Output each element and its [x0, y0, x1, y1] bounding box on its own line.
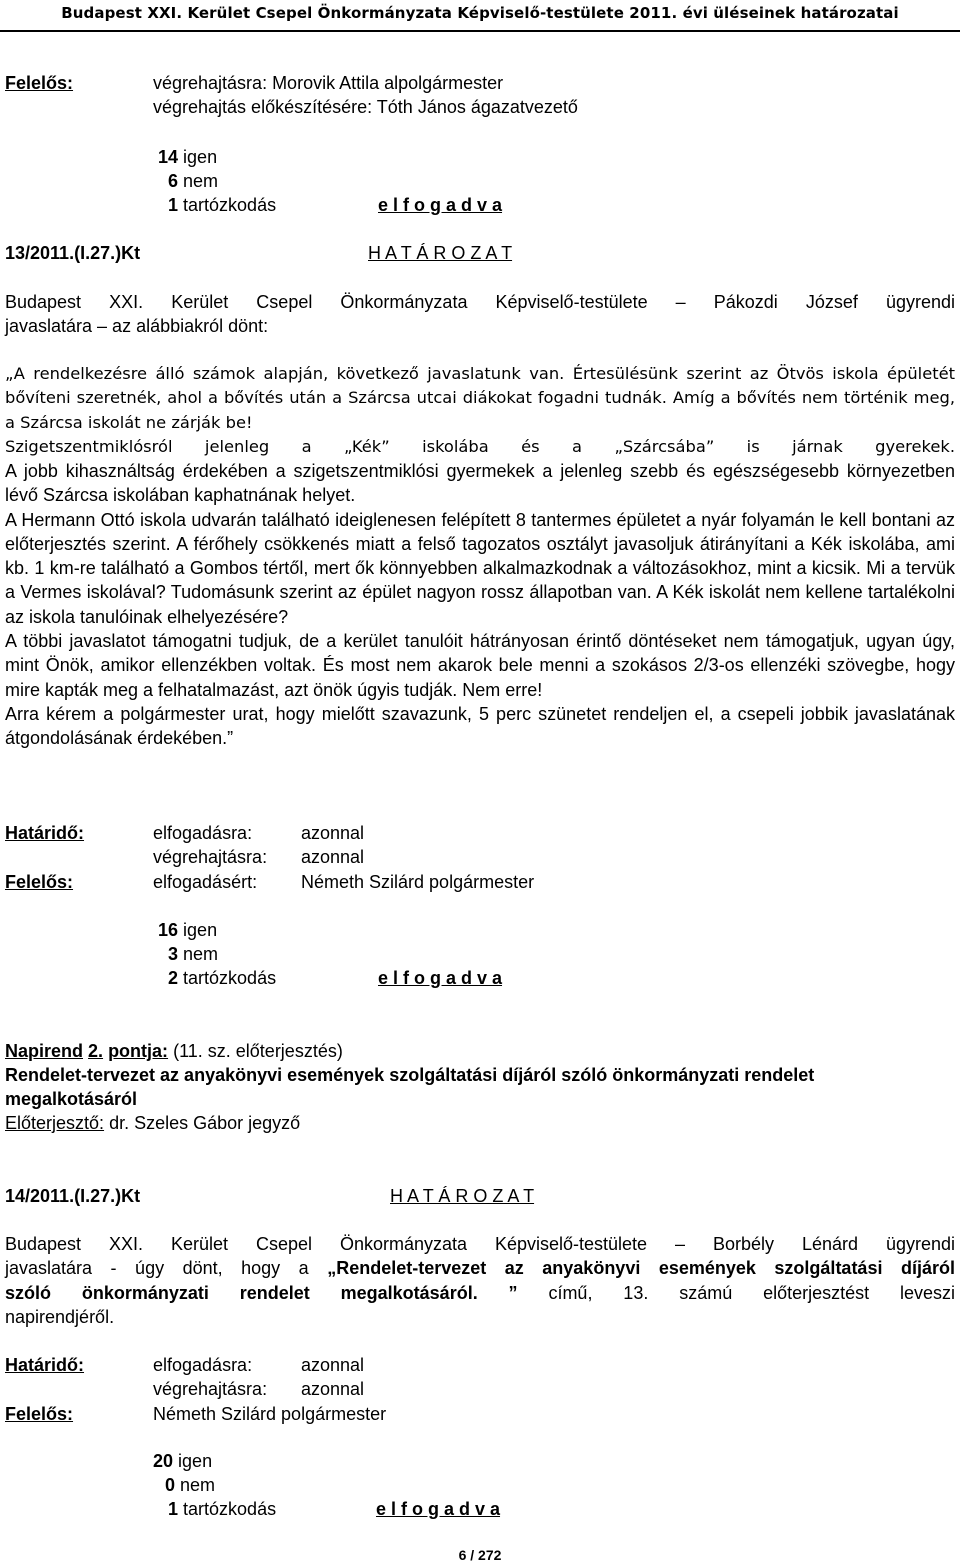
proposal-paragraph-3: A többi javaslatot támogatni tudjuk, de a kerület tanulóit hátrányosan érintő döntéseket nem támogatjuk, ugyan úgy, mint Önök, amikor ellenzékben voltak. És most nem akarok bele menni a szokásos 2/3-os ellenzéki szövegbe, hogy mire kapták meg a felhatalmazást, azt önök úgyis tudják. Nem erre! — [5, 631, 955, 700]
resolution-number: 14/2011.(I.27.)Kt — [5, 1186, 141, 1206]
hatarido-key-1: elfogadásra: — [153, 1355, 253, 1375]
felelos-label: Felelős: — [5, 1404, 74, 1424]
felelos-value: Németh Szilárd polgármester — [301, 872, 535, 892]
proposal-text — [5, 362, 955, 459]
resolution-heading: H A T Á R O Z A T — [390, 1186, 535, 1206]
hatarido-key-1: elfogadásra: — [153, 823, 253, 843]
hatarido-key-2: végrehajtásra: — [153, 847, 268, 867]
presenter-line — [5, 1111, 300, 1135]
resolution-number: 13/2011.(I.27.)Kt — [5, 243, 141, 263]
proposal-paragraph-1a: „A rendelkezésre álló számok alapján, következő javaslatunk van. Értesülésünk szerint az Ötvös iskola épületét bővíteni szeretnék, ahol a bővítés után a Szárcsa utcai diákokat fogadni tudnák. Amíg a bővítés nem történik meg, a Szárcsa iskolát ne zárják be! — [5, 364, 955, 432]
presenter-name: dr. Szeles Gábor jegyző — [109, 1113, 301, 1133]
presenter-label: Előterjesztő: — [5, 1113, 105, 1133]
proposal-paragraph-1c: A jobb kihasználtság érdekében a szigetszentmiklósi gyermekek a jelenleg szebb és egészségesebb környezetben lévő Szárcsa iskolában kaphatnának helyet. — [5, 461, 955, 506]
felelos-key: elfogadásért: — [153, 872, 258, 892]
hatarido-value-1: azonnal — [301, 1355, 365, 1375]
vote-result: e l f o g a d v a — [378, 195, 503, 215]
vote-result: e l f o g a d v a — [376, 1499, 501, 1519]
agenda-ref-a: (11. sz. — [173, 1041, 231, 1061]
felelos-label: Felelős: — [5, 73, 74, 93]
napirend-label: Napirend — [5, 1041, 84, 1061]
resolution-14-line-4: napirendjéről. — [5, 1306, 115, 1327]
vote-tartozkodas: 1 tartózkodás — [168, 1499, 277, 1519]
agenda-title-line-2: megalkotásáról — [5, 1089, 138, 1109]
felelos-value: Németh Szilárd polgármester — [153, 1404, 387, 1424]
page-number: 6 / 272 — [458, 1547, 502, 1563]
vote-result: e l f o g a d v a — [378, 968, 503, 988]
vote-igen: 20 igen — [153, 1451, 213, 1471]
hatarido-key-2: végrehajtásra: — [153, 1379, 268, 1399]
hatarido-label: Határidő: — [5, 823, 85, 843]
resolution-14-line-2: javaslatára - úgy dönt, hogy a „Rendelet-tervezet az anyakönyvi események szolgáltatási díjáról — [5, 1258, 955, 1279]
resolution-14-text — [5, 1232, 955, 1329]
vote-igen: 16 igen — [158, 920, 218, 940]
napirend-number: 2. — [88, 1041, 104, 1061]
resolution-intro-line-1: Budapest XXI. Kerület Csepel Önkormányzata Képviselő-testülete – Pákozdi József ügyrendi — [5, 292, 955, 312]
napirend-pontja: pontja: — [108, 1041, 169, 1061]
proposal-text-main — [5, 459, 955, 751]
vote-nem: 6 nem — [168, 171, 219, 191]
vote-nem: 0 nem — [165, 1475, 216, 1495]
hatarido-value-1: azonnal — [301, 823, 365, 843]
resolution-intro-line-2: javaslatára – az alábbiakról dönt: — [5, 316, 269, 337]
hatarido-label: Határidő: — [5, 1355, 85, 1375]
agenda-line — [5, 1039, 343, 1063]
resolution-14-line-3: szóló önkormányzati rendelet megalkotásáról. ” című, 13. számú előterjesztést leveszi — [5, 1282, 955, 1303]
hatarido-value-2: azonnal — [301, 1379, 365, 1399]
hatarido-value-2: azonnal — [301, 847, 365, 867]
page-header: Budapest XXI. Kerület Csepel Önkormányzata Képviselő-testülete 2011. évi üléseinek határozatai — [0, 0, 960, 32]
vote-nem: 3 nem — [168, 944, 219, 964]
proposal-paragraph-2: A Hermann Ottó iskola udvarán található ideiglenesen felépített 8 tantermes épületet a nyár folyamán le kell bontani az előterjesztés szerint. A férőhely csökkenés miatt a felső tagozatos osztályt javasoljuk átirányítani a Kék iskolába, ami kb. 1 km-re található a Gombos tértől, mert ők könnyebben alkalmazkodnak a változásokhoz, mint a kicsik. Mi a tervük a Vermes iskolával? Tudomásunk szerint az épület nagyon rossz állapotban van. A Kék iskolát nem kellene tartalékolni az iskola tanulóinak elhelyezésére? — [5, 509, 955, 627]
felelos-line-2: végrehajtás előkészítésére: Tóth János ágazatvezető — [153, 97, 578, 117]
proposal-paragraph-4: Arra kérem a polgármester urat, hogy mielőtt szavazunk, 5 perc szünetet rendeljen el, a csepeli jobbik javaslatának átgondolásának érdekében.” — [5, 703, 955, 749]
felelos-label: Felelős: — [5, 872, 74, 892]
proposal-paragraph-1b: Szigetszentmiklósról jelenleg a „Kék” iskolába és a „Szárcsába” is járnak gyerekek. — [5, 436, 955, 456]
felelos-line-1: végrehajtásra: Morovik Attila alpolgármester — [153, 73, 504, 93]
vote-igen: 14 igen — [158, 147, 218, 167]
resolution-14-line-1: Budapest XXI. Kerület Csepel Önkormányzata Képviselő-testülete – Borbély Lénárd ügyrendi — [5, 1234, 955, 1254]
agenda-ref-b: előterjesztés) — [235, 1041, 343, 1061]
resolution-heading: H A T Á R O Z A T — [368, 243, 513, 263]
resolution-intro — [5, 290, 955, 339]
agenda-title-line-1: Rendelet-tervezet az anyakönyvi események szolgáltatási díjáról szóló önkormányzati rendelet — [5, 1065, 815, 1085]
vote-tartozkodas: 1 tartózkodás — [168, 195, 277, 215]
vote-tartozkodas: 2 tartózkodás — [168, 968, 277, 988]
